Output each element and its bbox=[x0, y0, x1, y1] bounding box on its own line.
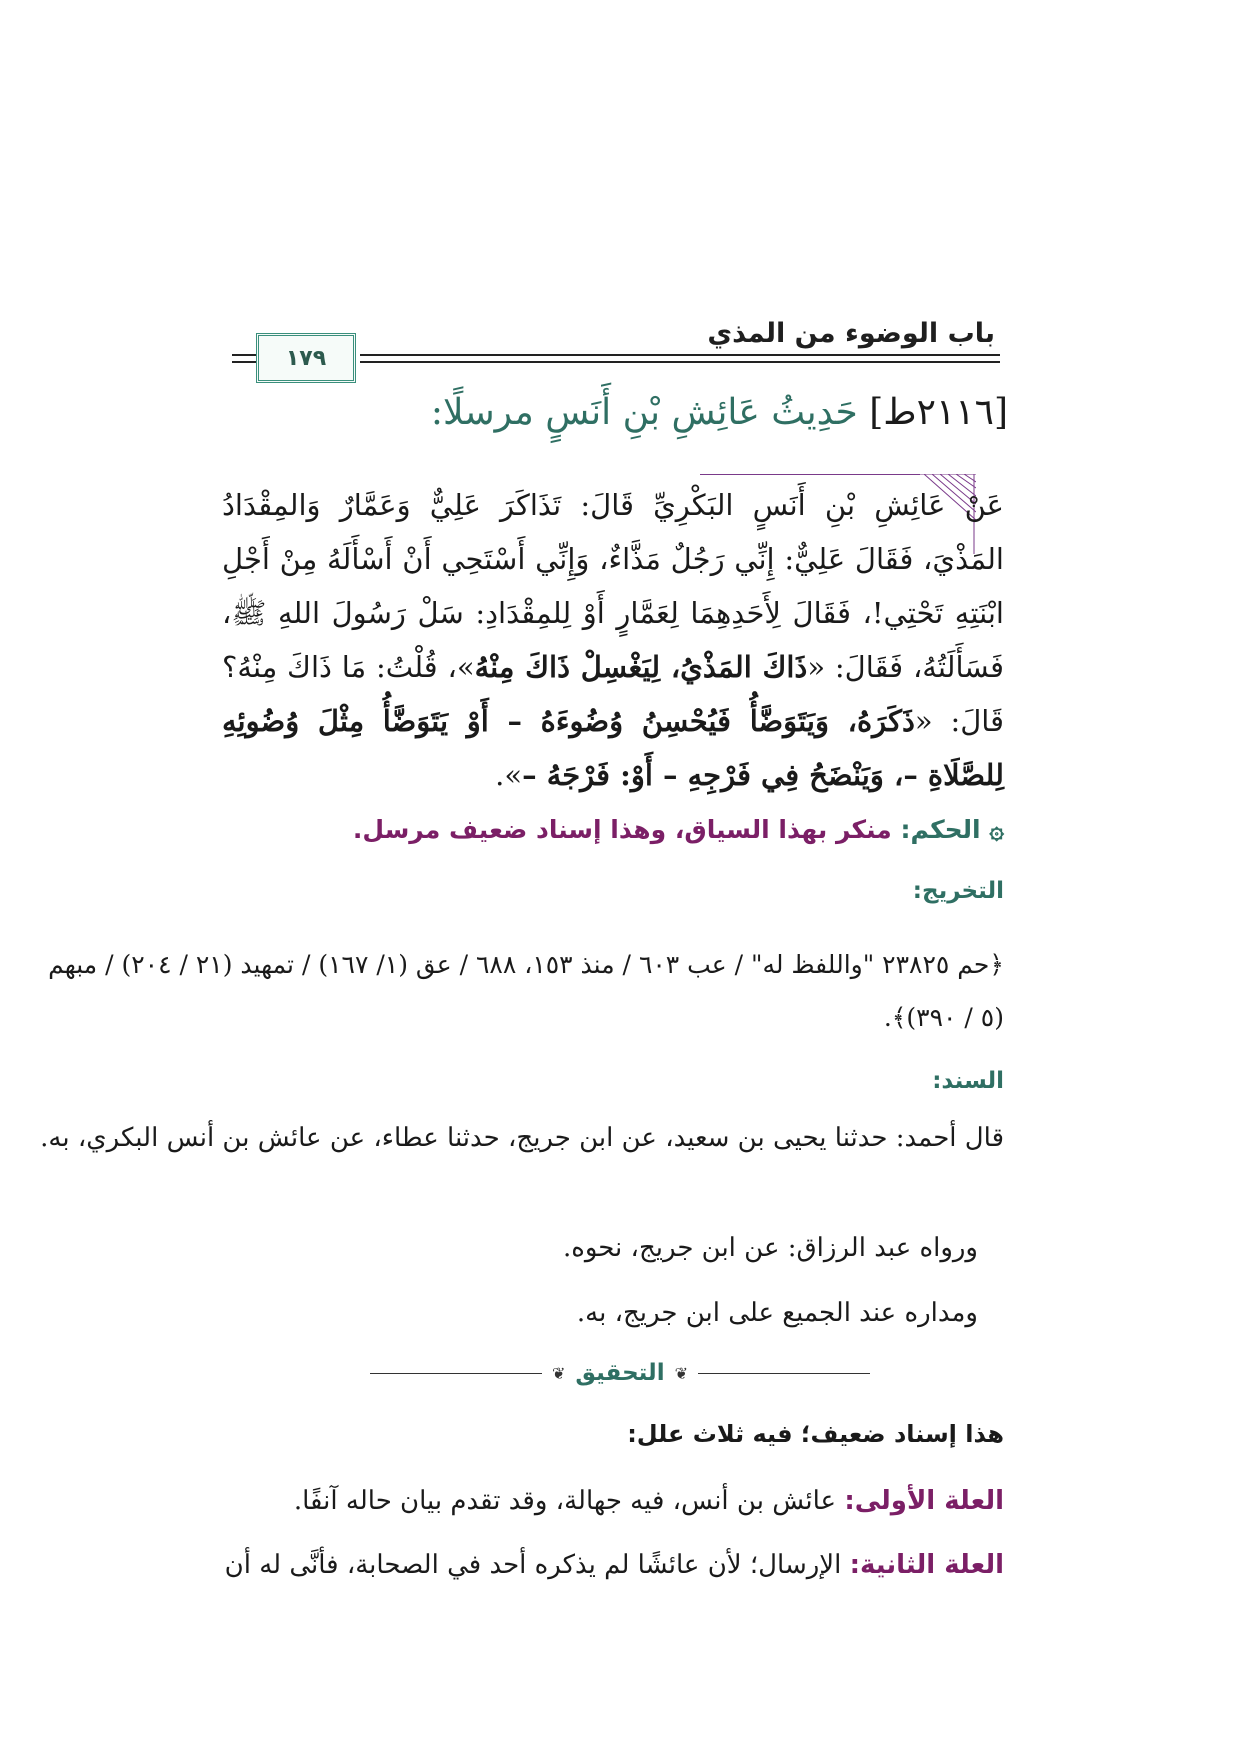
hukm-label: الحكم: bbox=[900, 815, 981, 844]
sanad-text-1: قال أحمد: حدثنا يحيى بن سعيد، عن ابن جريج، حدثنا عطاء، عن عائش بن أنس البكري، به. bbox=[40, 1123, 1004, 1153]
tahqiq-intro-text: هذا إسناد ضعيف؛ فيه ثلاث علل: bbox=[627, 1420, 1004, 1448]
illa-1-label: العلة الأولى: bbox=[844, 1486, 1004, 1516]
header-rule-right-top bbox=[360, 354, 1000, 356]
page-number-box bbox=[256, 333, 356, 383]
takhrij-heading: التخريج: bbox=[912, 878, 1004, 904]
illa-1-text: عائش بن أنس، فيه جهالة، وقد تقدم بيان حاله آنفًا. bbox=[293, 1486, 845, 1516]
hukm-text: منكر بهذا السياق، وهذا إسناد ضعيف مرسل. bbox=[352, 815, 892, 844]
divider-line-right bbox=[698, 1373, 870, 1374]
illa-2-label: العلة الثانية: bbox=[849, 1550, 1004, 1580]
tahqiq-heading: التحقيق bbox=[575, 1360, 665, 1386]
illa-2-text: الإرسال؛ لأن عائشًا لم يذكره أحد في الصحابة، فأنَّى له أن bbox=[224, 1550, 850, 1580]
sanad-text-3: ومداره عند الجميع على ابن جريج، به. bbox=[576, 1298, 978, 1328]
sanad-text-2: ورواه عبد الرزاق: عن ابن جريج، نحوه. bbox=[562, 1233, 978, 1263]
chapter-title: باب الوضوء من المذي bbox=[707, 318, 995, 349]
hadith-text-part3: ». bbox=[495, 758, 523, 792]
hadith-text bbox=[222, 478, 1004, 802]
hadith-text-part2: »، قُلْتُ: مَا ذَاكَ مِنْهُ؟ قَالَ: « bbox=[222, 650, 1004, 738]
header-rule-left-bottom bbox=[232, 361, 256, 363]
page-number: ١٧٩ bbox=[285, 345, 327, 371]
illa-2 bbox=[225, 1550, 1004, 1580]
hadith-text-part1: عَنْ عَائِشِ بْنِ أَنَسٍ البَكْرِيِّ قَالَ: تَذَاكَرَ عَلِيٌّ وَعَمَّارٌ وَالمِقْدَادُ المَذْيَ، فَقَالَ عَلِيٌّ: إِنِّي رَجُلٌ مَذَّاءٌ، وَإِنِّي أَسْتَحِي أَنْ أَسْأَلَهُ مِنْ أَجْلِ ابْنَتِهِ تَحْتِي!، فَقَالَ لِأَحَدِهِمَا لِعَمَّارٍ أَوْ لِلمِقْدَادِ: سَلْ رَسُولَ اللهِ ﷺ، فَسَأَلَتُهُ، فَقَالَ: « bbox=[222, 488, 1005, 684]
header-rule-left-top bbox=[232, 354, 256, 356]
hadith-number: [٢١١٦ط] bbox=[869, 392, 1008, 433]
tahqiq-intro bbox=[627, 1420, 1004, 1448]
sanad-heading: السند: bbox=[932, 1068, 1004, 1094]
ornament-icon: ❦ bbox=[552, 1363, 566, 1383]
hadith-title: حَدِيثُ عَائِشِ بْنِ أَنَسٍ مرسلًا: bbox=[430, 392, 858, 433]
hukm-line bbox=[353, 815, 1004, 844]
tahqiq-divider bbox=[370, 1358, 870, 1388]
header-rule-right-bottom bbox=[360, 361, 1000, 363]
hadith-heading bbox=[431, 392, 1008, 433]
hadith-text-bold2: ذَكَرَهُ، وَيَتَوَضَّأُ فَيُحْسِنُ وُضُوءَهُ – أَوْ يَتَوَضَّأُ مِثْلَ وُضُوئِهِ لِلصَّلَاةِ –، وَيَنْضَحُ فِي فَرْجِهِ – أَوْ: فَرْجَهُ – bbox=[222, 704, 1004, 792]
title-underline bbox=[700, 474, 920, 475]
divider-line-left bbox=[370, 1373, 542, 1374]
takhrij-text: ﴿حم ٢٣٨٢٥ "واللفظ له" / عب ٦٠٣ / منذ ١٥٣، ٦٨٨ / عق (١/ ١٦٧) / تمهيد (٢١ / ٢٠٤) / مبهم (٥ / ٣٩٠)﴾. bbox=[48, 950, 1004, 1032]
ornament-icon: ❦ bbox=[674, 1363, 688, 1383]
hadith-text-bold1: ذَاكَ المَذْيُ، لِيَغْسِلْ ذَاكَ مِنْهُ bbox=[474, 650, 808, 684]
hukm-symbol: ۞ bbox=[989, 815, 1004, 844]
illa-1 bbox=[294, 1486, 1004, 1516]
